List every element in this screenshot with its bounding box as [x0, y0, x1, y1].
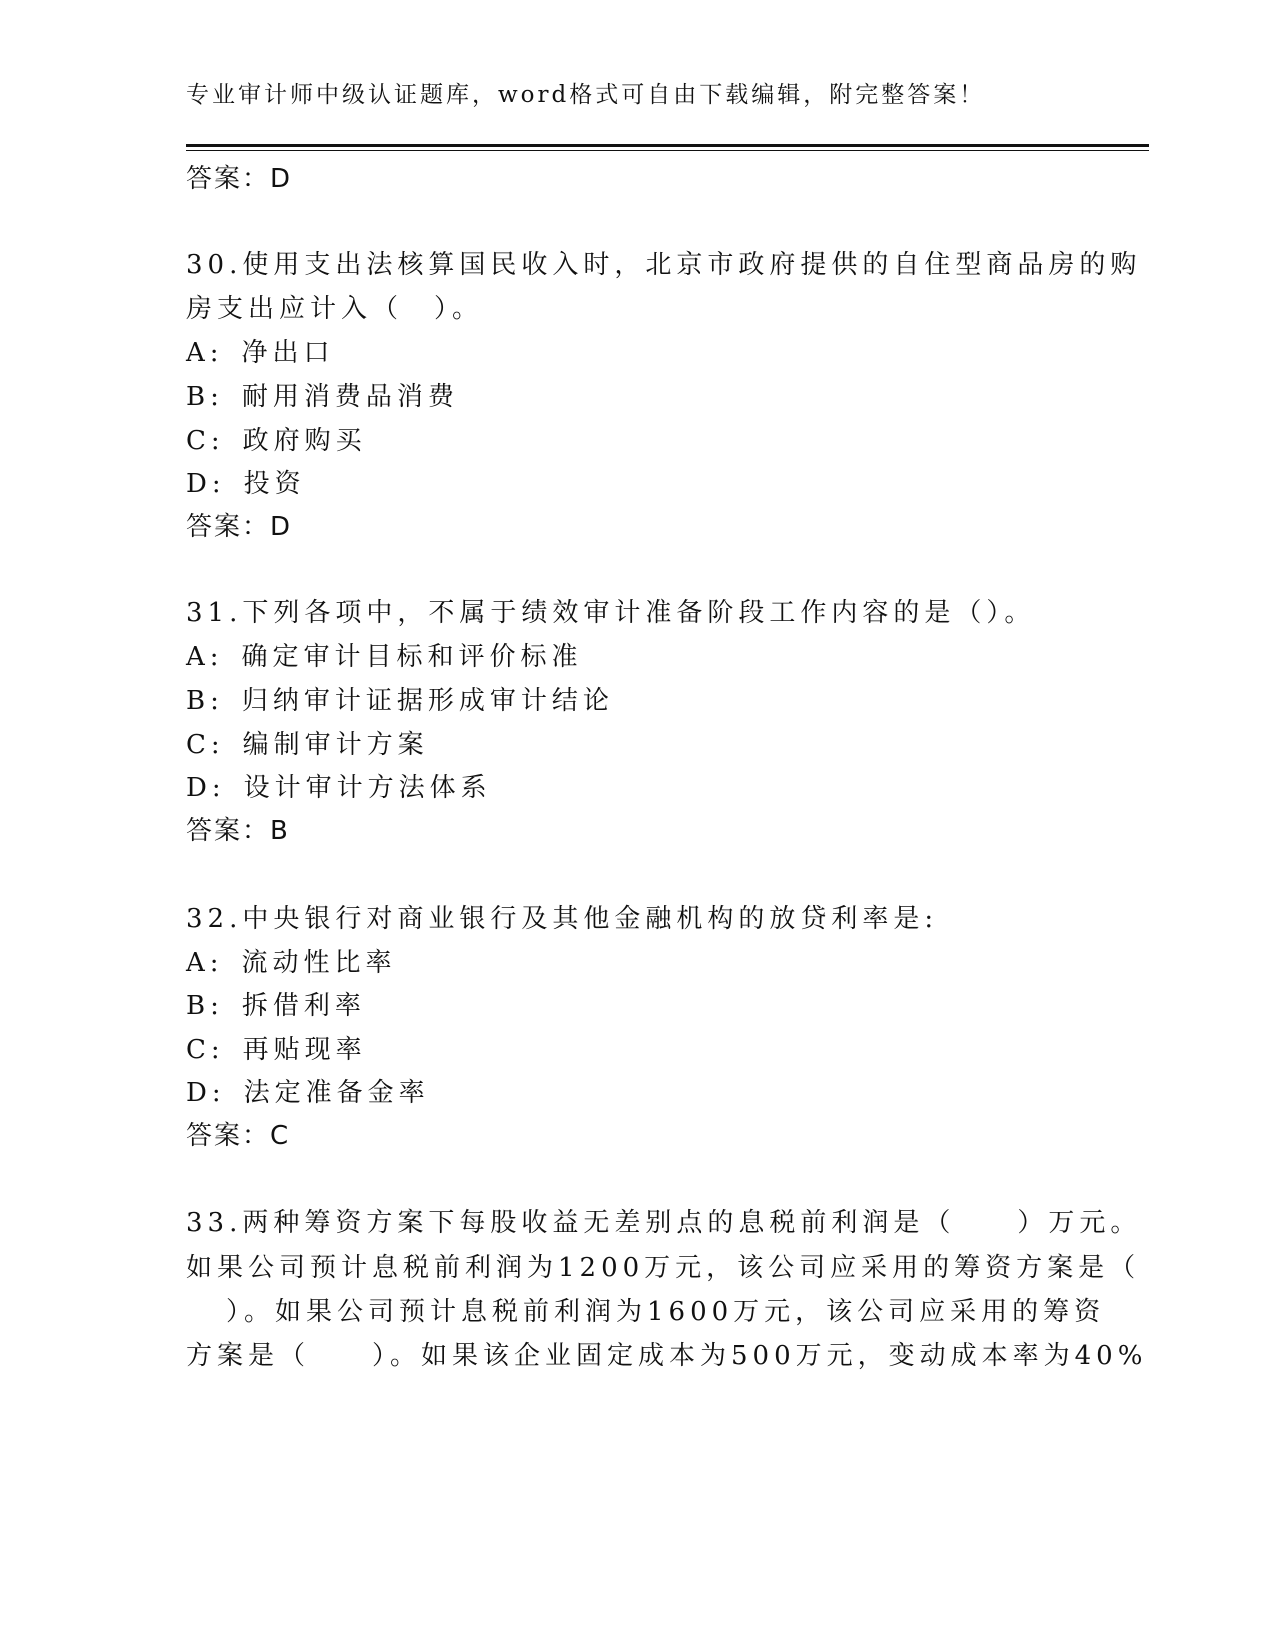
answer-value: D: [270, 164, 293, 194]
header-rule-thin: [186, 150, 1149, 151]
question-33-line-3: ）。如果公司预计息税前利润为1600万元，该公司应采用的筹资: [226, 1297, 1106, 1327]
question-31-option-b: B: 归纳审计证据形成审计结论: [186, 686, 614, 716]
question-32-option-b: B: 拆借利率: [186, 991, 366, 1021]
header-rule-thick: [186, 144, 1149, 147]
question-32-option-d: D: 法定准备金率: [186, 1078, 430, 1108]
question-31-option-a: A: 确定审计目标和评价标准: [186, 642, 583, 672]
question-30-option-a: A: 净出口: [186, 338, 335, 368]
question-30-option-b: B: 耐用消费品消费: [186, 382, 459, 412]
question-30-answer: 答案：D: [186, 512, 293, 542]
question-31-option-c: C: 编制审计方案: [186, 730, 429, 760]
answer-label: 答案：: [186, 164, 271, 194]
question-32-option-a: A: 流动性比率: [186, 948, 397, 978]
answer-line: [186, 158, 292, 195]
question-30-line-1: 30.使用支出法核算国民收入时，北京市政府提供的自住型商品房的购: [186, 250, 1142, 280]
question-30-option-c: C: 政府购买: [186, 426, 367, 456]
question-32-option-c: C: 再贴现率: [186, 1035, 367, 1065]
question-30-option-d: D: 投资: [186, 469, 306, 499]
question-32-line-1: 32.中央银行对商业银行及其他金融机构的放贷利率是:: [186, 904, 939, 934]
question-33-line-1: 33.两种筹资方案下每股收益无差别点的息税前利润是（ ）万元。: [186, 1208, 1142, 1238]
question-30-line-2: 房支出应计入（ ）。: [186, 294, 484, 324]
question-32-answer: 答案：C: [186, 1121, 291, 1151]
question-33-line-4: 方案是（ ）。如果该企业固定成本为500万元，变动成本率为40%: [186, 1341, 1148, 1371]
question-31-answer: 答案：B: [186, 816, 290, 846]
question-31-option-d: D: 设计审计方法体系: [186, 773, 492, 803]
page-header: 专业审计师中级认证题库，word格式可自由下载编辑，附完整答案！: [186, 82, 986, 108]
question-33-line-2: 如果公司预计息税前利润为1200万元，该公司应采用的筹资方案是（: [186, 1253, 1141, 1283]
question-31-line-1: 31.下列各项中，不属于绩效审计准备阶段工作内容的是（）。: [186, 598, 1036, 628]
